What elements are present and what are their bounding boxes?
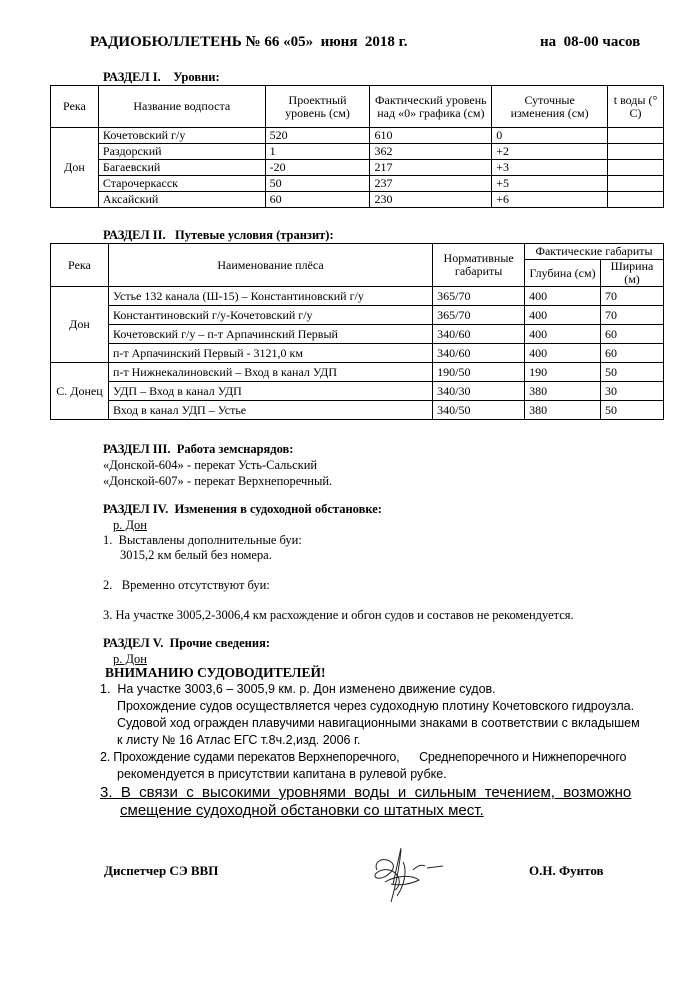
- bulletin-title: РАДИОБЮЛЛЕТЕНЬ № 66 «05» июня 2018 г.: [90, 34, 408, 50]
- route-conditions-table: [50, 243, 664, 420]
- section2-title: РАЗДЕЛ II. Путевые условия (транзит):: [103, 228, 334, 242]
- daily-change: +5: [492, 176, 608, 192]
- notice-line: 2. Прохождение судами перекатов Верхнепоречного, Среднепоречного и Нижнепоречного: [100, 750, 627, 764]
- col-width: Ширина (м): [601, 260, 664, 287]
- section4-item1: 1. Выставлены дополнительные буи:: [103, 533, 302, 547]
- river-cell: Дон: [51, 287, 109, 363]
- actual-level: 362: [370, 144, 492, 160]
- actual-width: 60: [601, 344, 664, 363]
- normative-dimensions: 340/30: [433, 382, 525, 401]
- water-temp: [608, 176, 664, 192]
- dredger-line: «Донской-604» - перекат Усть-Сальский: [103, 458, 318, 472]
- reach-name: Вход в канал УДП – Устье: [108, 401, 432, 420]
- actual-width: 60: [601, 325, 664, 344]
- notice-line: Судовой ход огражден плавучими навигационными знаками в соответствии с вкладышем: [117, 716, 640, 730]
- normative-dimensions: 340/60: [433, 344, 525, 363]
- normative-dimensions: 365/70: [433, 306, 525, 325]
- normative-dimensions: 340/50: [433, 401, 525, 420]
- notice-warning: 3. В связи с высокими уровнями воды и сильным течением, возможно: [100, 784, 632, 801]
- actual-level: 217: [370, 160, 492, 176]
- daily-change: +6: [492, 192, 608, 208]
- section4-title: РАЗДЕЛ IV. Изменения в судоходной обстановке:: [103, 502, 382, 516]
- section1-title: РАЗДЕЛ I. Уровни:: [103, 70, 220, 84]
- col-reach: Наименование плёса: [108, 244, 432, 287]
- col-design-level: Проектный уровень (см): [265, 86, 370, 128]
- col-water-temp: t воды (° С): [608, 86, 664, 128]
- reach-name: п-т Нижнекалиновский – Вход в канал УДП: [108, 363, 432, 382]
- col-actual-level: Фактический уровень над «0» графика (см): [370, 86, 492, 128]
- reach-name: Устье 132 канала (Ш-15) – Константиновский г/у: [108, 287, 432, 306]
- actual-depth: 380: [525, 401, 601, 420]
- reach-name: Кочетовский г/у – п-т Арпачинский Первый: [108, 325, 432, 344]
- normative-dimensions: 365/70: [433, 287, 525, 306]
- section5-river: р. Дон: [113, 652, 147, 666]
- notice-line: рекомендуется в присутствии капитана в рулевой рубке.: [117, 767, 447, 781]
- daily-change: 0: [492, 128, 608, 144]
- design-level: 60: [265, 192, 370, 208]
- notice-line: Прохождение судов осуществляется через судоходную плотину Кочетовского гидроузла.: [117, 699, 635, 713]
- dredger-line: «Донской-607» - перекат Верхнепоречный.: [103, 474, 333, 488]
- actual-depth: 190: [525, 363, 601, 382]
- dispatcher-name: О.Н. Фунтов: [529, 863, 604, 878]
- actual-level: 237: [370, 176, 492, 192]
- col-post: Название водпоста: [98, 86, 265, 128]
- actual-width: 30: [601, 382, 664, 401]
- reach-name: УДП – Вход в канал УДП: [108, 382, 432, 401]
- signature-image: [355, 840, 450, 910]
- col-depth: Глубина (см): [525, 260, 601, 287]
- notice-line: 1. На участке 3003,6 – 3005,9 км. р. Дон изменено движение судов.: [100, 682, 496, 696]
- actual-depth: 400: [525, 344, 601, 363]
- actual-width: 70: [601, 287, 664, 306]
- actual-width: 50: [601, 363, 664, 382]
- col-normative: Нормативные габариты: [433, 244, 525, 287]
- section4-river: р. Дон: [113, 518, 147, 532]
- col-daily-change: Суточные изменения (см): [492, 86, 608, 128]
- post-name: Раздорский: [98, 144, 265, 160]
- actual-width: 50: [601, 401, 664, 420]
- daily-change: +2: [492, 144, 608, 160]
- water-temp: [608, 160, 664, 176]
- section4-item3: 3. На участке 3005,2-3006,4 км расхождение и обгон судов и составов не рекомендуется.: [103, 608, 574, 622]
- notice-warning: смещение судоходной обстановки со штатных мест.: [120, 802, 484, 819]
- section4-item2: 2. Временно отсутствуют буи:: [103, 578, 270, 592]
- actual-width: 70: [601, 306, 664, 325]
- section3-title: РАЗДЕЛ III. Работа земснарядов:: [103, 442, 294, 456]
- normative-dimensions: 190/50: [433, 363, 525, 382]
- design-level: 1: [265, 144, 370, 160]
- post-name: Кочетовский г/у: [98, 128, 265, 144]
- actual-depth: 380: [525, 382, 601, 401]
- reach-name: Константиновский г/у-Кочетовский г/у: [108, 306, 432, 325]
- section5-title: РАЗДЕЛ V. Прочие сведения:: [103, 636, 270, 650]
- post-name: Старочеркасск: [98, 176, 265, 192]
- reach-name: п-т Арпачинский Первый - 3121,0 км: [108, 344, 432, 363]
- bulletin-time: на 08-00 часов: [540, 34, 641, 50]
- actual-depth: 400: [525, 325, 601, 344]
- attention-heading: ВНИМАНИЮ СУДОВОДИТЕЛЕЙ!: [105, 665, 326, 680]
- river-cell: Дон: [51, 128, 99, 208]
- water-temp: [608, 128, 664, 144]
- daily-change: +3: [492, 160, 608, 176]
- notice-line: к листу № 16 Атлас ЕГС т.8ч.2,изд. 2006 г.: [117, 733, 361, 747]
- col-river: Река: [51, 244, 109, 287]
- levels-table: [50, 85, 664, 208]
- section4-item1-detail: 3015,2 км белый без номера.: [120, 548, 272, 562]
- col-river: Река: [51, 86, 99, 128]
- post-name: Багаевский: [98, 160, 265, 176]
- normative-dimensions: 340/60: [433, 325, 525, 344]
- dispatcher-role: Диспетчер СЭ ВВП: [104, 863, 219, 878]
- design-level: -20: [265, 160, 370, 176]
- actual-depth: 400: [525, 306, 601, 325]
- col-actual-dimensions: Фактические габариты: [525, 244, 664, 260]
- design-level: 50: [265, 176, 370, 192]
- actual-depth: 400: [525, 287, 601, 306]
- river-cell: С. Донец: [51, 363, 109, 420]
- water-temp: [608, 144, 664, 160]
- post-name: Аксайский: [98, 192, 265, 208]
- actual-level: 230: [370, 192, 492, 208]
- design-level: 520: [265, 128, 370, 144]
- water-temp: [608, 192, 664, 208]
- actual-level: 610: [370, 128, 492, 144]
